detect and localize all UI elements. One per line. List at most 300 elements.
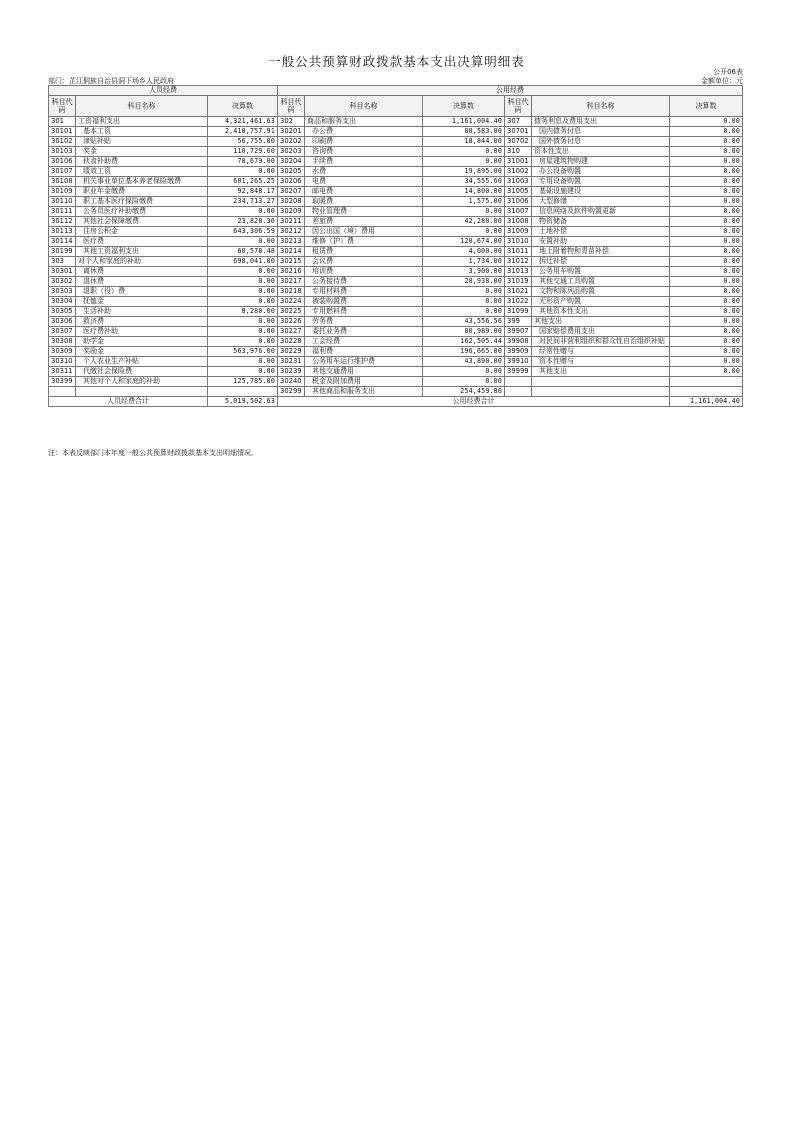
name-cell: 公务用车购置 bbox=[532, 267, 670, 277]
code-cell: 31013 bbox=[505, 267, 532, 277]
name-cell: 基础设施建设 bbox=[532, 187, 670, 197]
code-header: 科目代码 bbox=[505, 96, 532, 117]
table-row bbox=[49, 117, 743, 127]
table-row bbox=[49, 127, 743, 137]
table-row bbox=[49, 297, 743, 307]
code-cell: 30225 bbox=[278, 307, 305, 317]
amount-header: 决算数 bbox=[670, 96, 743, 117]
amount-cell: 19,895.00 bbox=[423, 167, 505, 177]
code-cell: 30204 bbox=[278, 157, 305, 167]
amount-cell: 120,674.00 bbox=[423, 237, 505, 247]
code-cell: 30107 bbox=[49, 167, 76, 177]
amount-cell: 60,578.48 bbox=[208, 247, 278, 257]
code-cell bbox=[505, 387, 532, 397]
amount-cell: 0.00 bbox=[423, 307, 505, 317]
report-title: 一般公共预算财政拨款基本支出决算明细表 bbox=[268, 54, 525, 69]
amount-cell: 23,828.36 bbox=[208, 217, 278, 227]
code-cell: 31021 bbox=[505, 287, 532, 297]
code-cell: 31002 bbox=[505, 167, 532, 177]
code-cell: 30302 bbox=[49, 277, 76, 287]
name-cell: 公务接待费 bbox=[305, 277, 423, 287]
name-cell: 物资储备 bbox=[532, 217, 670, 227]
personnel-section-header: 人员经费 bbox=[49, 86, 278, 96]
amount-cell: 0.00 bbox=[423, 297, 505, 307]
name-header: 科目名称 bbox=[532, 96, 670, 117]
table-row bbox=[49, 257, 743, 267]
name-cell: 职业年金缴费 bbox=[76, 187, 208, 197]
code-cell: 30305 bbox=[49, 307, 76, 317]
name-cell: 医疗费补助 bbox=[76, 327, 208, 337]
name-cell bbox=[532, 377, 670, 387]
code-cell: 30211 bbox=[278, 217, 305, 227]
code-cell: 30228 bbox=[278, 337, 305, 347]
name-cell: 退休费 bbox=[76, 277, 208, 287]
amount-cell: 0.00 bbox=[670, 227, 743, 237]
totals-row bbox=[49, 397, 743, 407]
code-cell: 30229 bbox=[278, 347, 305, 357]
expenditure-table bbox=[48, 85, 743, 407]
amount-cell: 1,734.00 bbox=[423, 257, 505, 267]
amount-cell: 0.00 bbox=[670, 317, 743, 327]
amount-cell: 0.00 bbox=[423, 147, 505, 157]
name-cell: 信息网络及软件购置更新 bbox=[532, 207, 670, 217]
name-cell: 绩效工资 bbox=[76, 167, 208, 177]
amount-cell: 0.00 bbox=[670, 167, 743, 177]
amount-cell: 18,844.00 bbox=[423, 137, 505, 147]
table-row bbox=[49, 157, 743, 167]
amount-cell: 92,848.17 bbox=[208, 187, 278, 197]
name-cell: 公务员医疗补助缴费 bbox=[76, 207, 208, 217]
name-cell: 对个人和家庭的补助 bbox=[76, 257, 208, 267]
table-row bbox=[49, 267, 743, 277]
name-cell: 津贴补贴 bbox=[76, 137, 208, 147]
table-row bbox=[49, 347, 743, 357]
code-cell: 30102 bbox=[49, 137, 76, 147]
code-cell: 30106 bbox=[49, 157, 76, 167]
name-cell: 伙食补助费 bbox=[76, 157, 208, 167]
table-row bbox=[49, 357, 743, 367]
amount-cell: 0.00 bbox=[670, 127, 743, 137]
table-row bbox=[49, 367, 743, 377]
code-cell: 31099 bbox=[505, 307, 532, 317]
name-cell: 其他支出 bbox=[532, 367, 670, 377]
amount-cell: 0.00 bbox=[423, 367, 505, 377]
code-cell: 30101 bbox=[49, 127, 76, 137]
amount-cell: 0.00 bbox=[423, 227, 505, 237]
name-cell: 救济费 bbox=[76, 317, 208, 327]
public-total-value: 1,161,004.40 bbox=[670, 397, 743, 407]
name-cell: 退职（役）费 bbox=[76, 287, 208, 297]
table-row bbox=[49, 337, 743, 347]
name-cell: 公务用车运行维护费 bbox=[305, 357, 423, 367]
name-cell: 电费 bbox=[305, 177, 423, 187]
table-row bbox=[49, 317, 743, 327]
name-cell: 国外债务付息 bbox=[532, 137, 670, 147]
amount-cell: 110,729.60 bbox=[208, 147, 278, 157]
amount-cell: 0.00 bbox=[423, 157, 505, 167]
code-cell: 30212 bbox=[278, 227, 305, 237]
code-cell: 30702 bbox=[505, 137, 532, 147]
name-cell: 对民间非营利组织和群众性自治组织补贴 bbox=[532, 337, 670, 347]
name-cell: 个人农业生产补贴 bbox=[76, 357, 208, 367]
public-total-label: 公用经费合计 bbox=[278, 397, 670, 407]
amount-cell: 0.00 bbox=[423, 287, 505, 297]
amount-cell: 196,665.00 bbox=[423, 347, 505, 357]
amount-cell: 43,890.00 bbox=[423, 357, 505, 367]
name-cell: 维修（护）费 bbox=[305, 237, 423, 247]
form-number: 公开06表 bbox=[713, 68, 743, 76]
code-cell: 30306 bbox=[49, 317, 76, 327]
code-cell: 30203 bbox=[278, 147, 305, 157]
name-cell: 国家赔偿费用支出 bbox=[532, 327, 670, 337]
amount-cell: 3,900.00 bbox=[423, 267, 505, 277]
amount-cell bbox=[670, 387, 743, 397]
name-cell: 生活补助 bbox=[76, 307, 208, 317]
amount-cell: 0.00 bbox=[670, 337, 743, 347]
code-cell: 30206 bbox=[278, 177, 305, 187]
amount-cell: 0.00 bbox=[208, 367, 278, 377]
amount-cell: 698,041.00 bbox=[208, 257, 278, 267]
name-cell: 房屋建筑物购建 bbox=[532, 157, 670, 167]
amount-cell: 0.00 bbox=[208, 287, 278, 297]
amount-cell: 1,161,004.40 bbox=[423, 117, 505, 127]
amount-cell: 0.00 bbox=[670, 187, 743, 197]
name-cell: 差旅费 bbox=[305, 217, 423, 227]
code-cell bbox=[49, 387, 76, 397]
amount-cell: 14,800.00 bbox=[423, 187, 505, 197]
name-cell: 其他工资福利支出 bbox=[76, 247, 208, 257]
code-cell: 39909 bbox=[505, 347, 532, 357]
name-cell: 奖励金 bbox=[76, 347, 208, 357]
name-cell: 专用材料费 bbox=[305, 287, 423, 297]
amount-cell: 254,459.80 bbox=[423, 387, 505, 397]
code-cell: 30311 bbox=[49, 367, 76, 377]
amount-cell: 0.00 bbox=[208, 357, 278, 367]
code-cell: 30103 bbox=[49, 147, 76, 157]
amount-cell: 34,555.60 bbox=[423, 177, 505, 187]
footnote: 注：本表反映部门本年度一般公共预算财政拨款基本支出明细情况。 bbox=[48, 449, 258, 457]
code-cell: 31012 bbox=[505, 257, 532, 267]
amount-cell: 0.00 bbox=[670, 307, 743, 317]
amount-cell: 0.00 bbox=[208, 277, 278, 287]
name-cell: 租赁费 bbox=[305, 247, 423, 257]
amount-cell bbox=[670, 377, 743, 387]
code-cell: 31001 bbox=[505, 157, 532, 167]
code-cell: 30304 bbox=[49, 297, 76, 307]
code-header: 科目代码 bbox=[278, 96, 305, 117]
name-cell: 工会经费 bbox=[305, 337, 423, 347]
table-row bbox=[49, 217, 743, 227]
name-cell: 因公出国（境）费用 bbox=[305, 227, 423, 237]
code-cell: 30218 bbox=[278, 287, 305, 297]
name-cell: 商品和服务支出 bbox=[305, 117, 423, 127]
code-cell: 30207 bbox=[278, 187, 305, 197]
amount-cell: 4,000.00 bbox=[423, 247, 505, 257]
amount-cell: 56,755.00 bbox=[208, 137, 278, 147]
name-cell: 其他交通费用 bbox=[305, 367, 423, 377]
table-row bbox=[49, 277, 743, 287]
amount-cell: 0.00 bbox=[208, 267, 278, 277]
personnel-total-value: 5,019,502.63 bbox=[208, 397, 278, 407]
name-cell bbox=[76, 387, 208, 397]
code-cell: 31006 bbox=[505, 197, 532, 207]
code-cell: 30112 bbox=[49, 217, 76, 227]
amount-cell: 0.00 bbox=[670, 367, 743, 377]
table-row bbox=[49, 197, 743, 207]
code-cell: 30209 bbox=[278, 207, 305, 217]
amount-cell: 80,989.00 bbox=[423, 327, 505, 337]
name-cell: 奖金 bbox=[76, 147, 208, 157]
name-cell: 资本性赠与 bbox=[532, 357, 670, 367]
name-cell: 工资福利支出 bbox=[76, 117, 208, 127]
name-cell: 其他对个人和家庭的补助 bbox=[76, 377, 208, 387]
amount-cell: 0.00 bbox=[670, 117, 743, 127]
code-cell: 30309 bbox=[49, 347, 76, 357]
code-cell: 31010 bbox=[505, 237, 532, 247]
code-cell: 30214 bbox=[278, 247, 305, 257]
amount-cell: 0.00 bbox=[670, 357, 743, 367]
personnel-total-label: 人员经费合计 bbox=[49, 397, 208, 407]
amount-cell: 234,713.27 bbox=[208, 197, 278, 207]
name-cell: 其他支出 bbox=[532, 317, 670, 327]
name-cell: 邮电费 bbox=[305, 187, 423, 197]
name-cell: 拆迁补偿 bbox=[532, 257, 670, 267]
table-row bbox=[49, 177, 743, 187]
code-cell: 30201 bbox=[278, 127, 305, 137]
amount-cell: 563,976.00 bbox=[208, 347, 278, 357]
code-cell: 30114 bbox=[49, 237, 76, 247]
table-row bbox=[49, 237, 743, 247]
code-cell: 30205 bbox=[278, 167, 305, 177]
amount-cell: 0.00 bbox=[208, 167, 278, 177]
table-row bbox=[49, 207, 743, 217]
name-cell: 基本工资 bbox=[76, 127, 208, 137]
code-cell: 39907 bbox=[505, 327, 532, 337]
code-cell: 30299 bbox=[278, 387, 305, 397]
code-cell: 30215 bbox=[278, 257, 305, 267]
table-row bbox=[49, 247, 743, 257]
code-cell: 30239 bbox=[278, 367, 305, 377]
amount-cell: 0.00 bbox=[208, 297, 278, 307]
amount-cell: 0.00 bbox=[423, 377, 505, 387]
code-cell: 30240 bbox=[278, 377, 305, 387]
amount-cell bbox=[208, 387, 278, 397]
amount-cell: 0.00 bbox=[670, 177, 743, 187]
code-cell: 30108 bbox=[49, 177, 76, 187]
amount-cell: 0.00 bbox=[670, 157, 743, 167]
name-cell: 其他社会保障缴费 bbox=[76, 217, 208, 227]
code-cell: 30303 bbox=[49, 287, 76, 297]
code-cell: 399 bbox=[505, 317, 532, 327]
amount-cell: 0.00 bbox=[670, 147, 743, 157]
amount-cell: 0.00 bbox=[670, 137, 743, 147]
code-cell: 30301 bbox=[49, 267, 76, 277]
name-cell: 咨询费 bbox=[305, 147, 423, 157]
amount-cell: 125,785.00 bbox=[208, 377, 278, 387]
name-cell: 手续费 bbox=[305, 157, 423, 167]
code-cell: 31009 bbox=[505, 227, 532, 237]
code-cell: 31007 bbox=[505, 207, 532, 217]
amount-cell: 88,583.00 bbox=[423, 127, 505, 137]
name-cell: 办公设备购置 bbox=[532, 167, 670, 177]
amount-header: 决算数 bbox=[208, 96, 278, 117]
name-cell: 专用设备购置 bbox=[532, 177, 670, 187]
amount-cell: 42,280.00 bbox=[423, 217, 505, 227]
code-cell: 30213 bbox=[278, 237, 305, 247]
amount-cell: 0.00 bbox=[670, 197, 743, 207]
amount-cell: 0.00 bbox=[670, 237, 743, 247]
code-cell: 30109 bbox=[49, 187, 76, 197]
name-cell: 国内债务付息 bbox=[532, 127, 670, 137]
amount-cell: 0.00 bbox=[670, 327, 743, 337]
name-cell: 医疗费 bbox=[76, 237, 208, 247]
amount-cell: 0.00 bbox=[670, 297, 743, 307]
table-row bbox=[49, 167, 743, 177]
name-cell: 福利费 bbox=[305, 347, 423, 357]
code-cell: 307 bbox=[505, 117, 532, 127]
name-cell: 职工基本医疗保险缴费 bbox=[76, 197, 208, 207]
code-cell: 39908 bbox=[505, 337, 532, 347]
table-row bbox=[49, 287, 743, 297]
name-cell: 其他资本性支出 bbox=[532, 307, 670, 317]
amount-cell: 0.00 bbox=[670, 257, 743, 267]
name-header: 科目名称 bbox=[305, 96, 423, 117]
code-cell: 310 bbox=[505, 147, 532, 157]
name-cell: 抚恤金 bbox=[76, 297, 208, 307]
public-section-header: 公用经费 bbox=[278, 86, 743, 96]
name-cell: 经常性赠与 bbox=[532, 347, 670, 357]
code-cell: 31022 bbox=[505, 297, 532, 307]
amount-cell: 4,321,461.63 bbox=[208, 117, 278, 127]
code-cell: 30111 bbox=[49, 207, 76, 217]
code-cell: 31008 bbox=[505, 217, 532, 227]
name-cell: 物业管理费 bbox=[305, 207, 423, 217]
code-cell: 303 bbox=[49, 257, 76, 267]
amount-cell: 0.00 bbox=[670, 277, 743, 287]
name-cell: 离休费 bbox=[76, 267, 208, 277]
amount-cell: 0.00 bbox=[208, 337, 278, 347]
amount-cell: 0.00 bbox=[208, 327, 278, 337]
code-cell: 30216 bbox=[278, 267, 305, 277]
code-cell: 31011 bbox=[505, 247, 532, 257]
name-cell: 取暖费 bbox=[305, 197, 423, 207]
name-cell: 税金及附加费用 bbox=[305, 377, 423, 387]
name-cell: 土地补偿 bbox=[532, 227, 670, 237]
code-cell: 30399 bbox=[49, 377, 76, 387]
amount-cell: 1,575.00 bbox=[423, 197, 505, 207]
amount-cell: 0.00 bbox=[670, 247, 743, 257]
unit-label: 金额单位：元 bbox=[701, 77, 743, 85]
amount-cell: 162,505.44 bbox=[423, 337, 505, 347]
name-cell: 债务利息及费用支出 bbox=[532, 117, 670, 127]
name-cell: 助学金 bbox=[76, 337, 208, 347]
name-cell: 委托业务费 bbox=[305, 327, 423, 337]
name-cell bbox=[532, 387, 670, 397]
table-row bbox=[49, 377, 743, 387]
code-cell: 30224 bbox=[278, 297, 305, 307]
name-cell: 印刷费 bbox=[305, 137, 423, 147]
name-cell: 其他商品和服务支出 bbox=[305, 387, 423, 397]
amount-cell: 28,938.00 bbox=[423, 277, 505, 287]
code-cell: 30208 bbox=[278, 197, 305, 207]
amount-header: 决算数 bbox=[423, 96, 505, 117]
code-cell: 31019 bbox=[505, 277, 532, 287]
code-cell: 31003 bbox=[505, 177, 532, 187]
code-cell: 30110 bbox=[49, 197, 76, 207]
name-header: 科目名称 bbox=[76, 96, 208, 117]
code-cell: 39999 bbox=[505, 367, 532, 377]
code-cell: 30199 bbox=[49, 247, 76, 257]
name-cell: 劳务费 bbox=[305, 317, 423, 327]
name-cell: 办公费 bbox=[305, 127, 423, 137]
code-cell: 30113 bbox=[49, 227, 76, 237]
code-header: 科目代码 bbox=[49, 96, 76, 117]
name-cell: 地上附着物和青苗补偿 bbox=[532, 247, 670, 257]
name-cell: 其他交通工具购置 bbox=[532, 277, 670, 287]
code-cell: 30231 bbox=[278, 357, 305, 367]
amount-cell: 0.00 bbox=[670, 347, 743, 357]
name-cell: 专用燃料费 bbox=[305, 307, 423, 317]
amount-cell: 0.00 bbox=[423, 207, 505, 217]
code-cell: 30227 bbox=[278, 327, 305, 337]
amount-cell: 0.00 bbox=[208, 237, 278, 247]
table-row bbox=[49, 227, 743, 237]
amount-cell: 2,418,757.91 bbox=[208, 127, 278, 137]
amount-cell: 0.00 bbox=[208, 317, 278, 327]
code-cell: 30308 bbox=[49, 337, 76, 347]
table-row bbox=[49, 327, 743, 337]
code-cell: 301 bbox=[49, 117, 76, 127]
code-cell: 30226 bbox=[278, 317, 305, 327]
name-cell: 文物和陈列品购置 bbox=[532, 287, 670, 297]
name-cell: 住房公积金 bbox=[76, 227, 208, 237]
name-cell: 资本性支出 bbox=[532, 147, 670, 157]
table-row bbox=[49, 387, 743, 397]
name-cell: 代缴社会保险费 bbox=[76, 367, 208, 377]
amount-cell: 78,679.00 bbox=[208, 157, 278, 167]
table-row bbox=[49, 137, 743, 147]
name-cell: 培训费 bbox=[305, 267, 423, 277]
table-row bbox=[49, 307, 743, 317]
code-cell: 31005 bbox=[505, 187, 532, 197]
name-cell: 水费 bbox=[305, 167, 423, 177]
code-cell: 39910 bbox=[505, 357, 532, 367]
table-row bbox=[49, 147, 743, 157]
name-cell: 大型修缮 bbox=[532, 197, 670, 207]
name-cell: 会议费 bbox=[305, 257, 423, 267]
amount-cell: 643,306.59 bbox=[208, 227, 278, 237]
code-cell: 30701 bbox=[505, 127, 532, 137]
amount-cell: 0.00 bbox=[670, 217, 743, 227]
code-cell: 30217 bbox=[278, 277, 305, 287]
amount-cell: 0.00 bbox=[670, 287, 743, 297]
code-cell: 302 bbox=[278, 117, 305, 127]
table-row bbox=[49, 187, 743, 197]
code-cell bbox=[505, 377, 532, 387]
code-cell: 30310 bbox=[49, 357, 76, 367]
amount-cell: 0.00 bbox=[208, 207, 278, 217]
code-cell: 30202 bbox=[278, 137, 305, 147]
amount-cell: 8,280.00 bbox=[208, 307, 278, 317]
code-cell: 30307 bbox=[49, 327, 76, 337]
amount-cell: 0.00 bbox=[670, 267, 743, 277]
department-label: 部门：芷江侗族自治县洞下场乡人民政府 bbox=[48, 77, 174, 85]
name-cell: 无形资产购置 bbox=[532, 297, 670, 307]
amount-cell: 43,556.56 bbox=[423, 317, 505, 327]
amount-cell: 601,265.25 bbox=[208, 177, 278, 187]
name-cell: 机关事业单位基本养老保险缴费 bbox=[76, 177, 208, 187]
name-cell: 被装购置费 bbox=[305, 297, 423, 307]
